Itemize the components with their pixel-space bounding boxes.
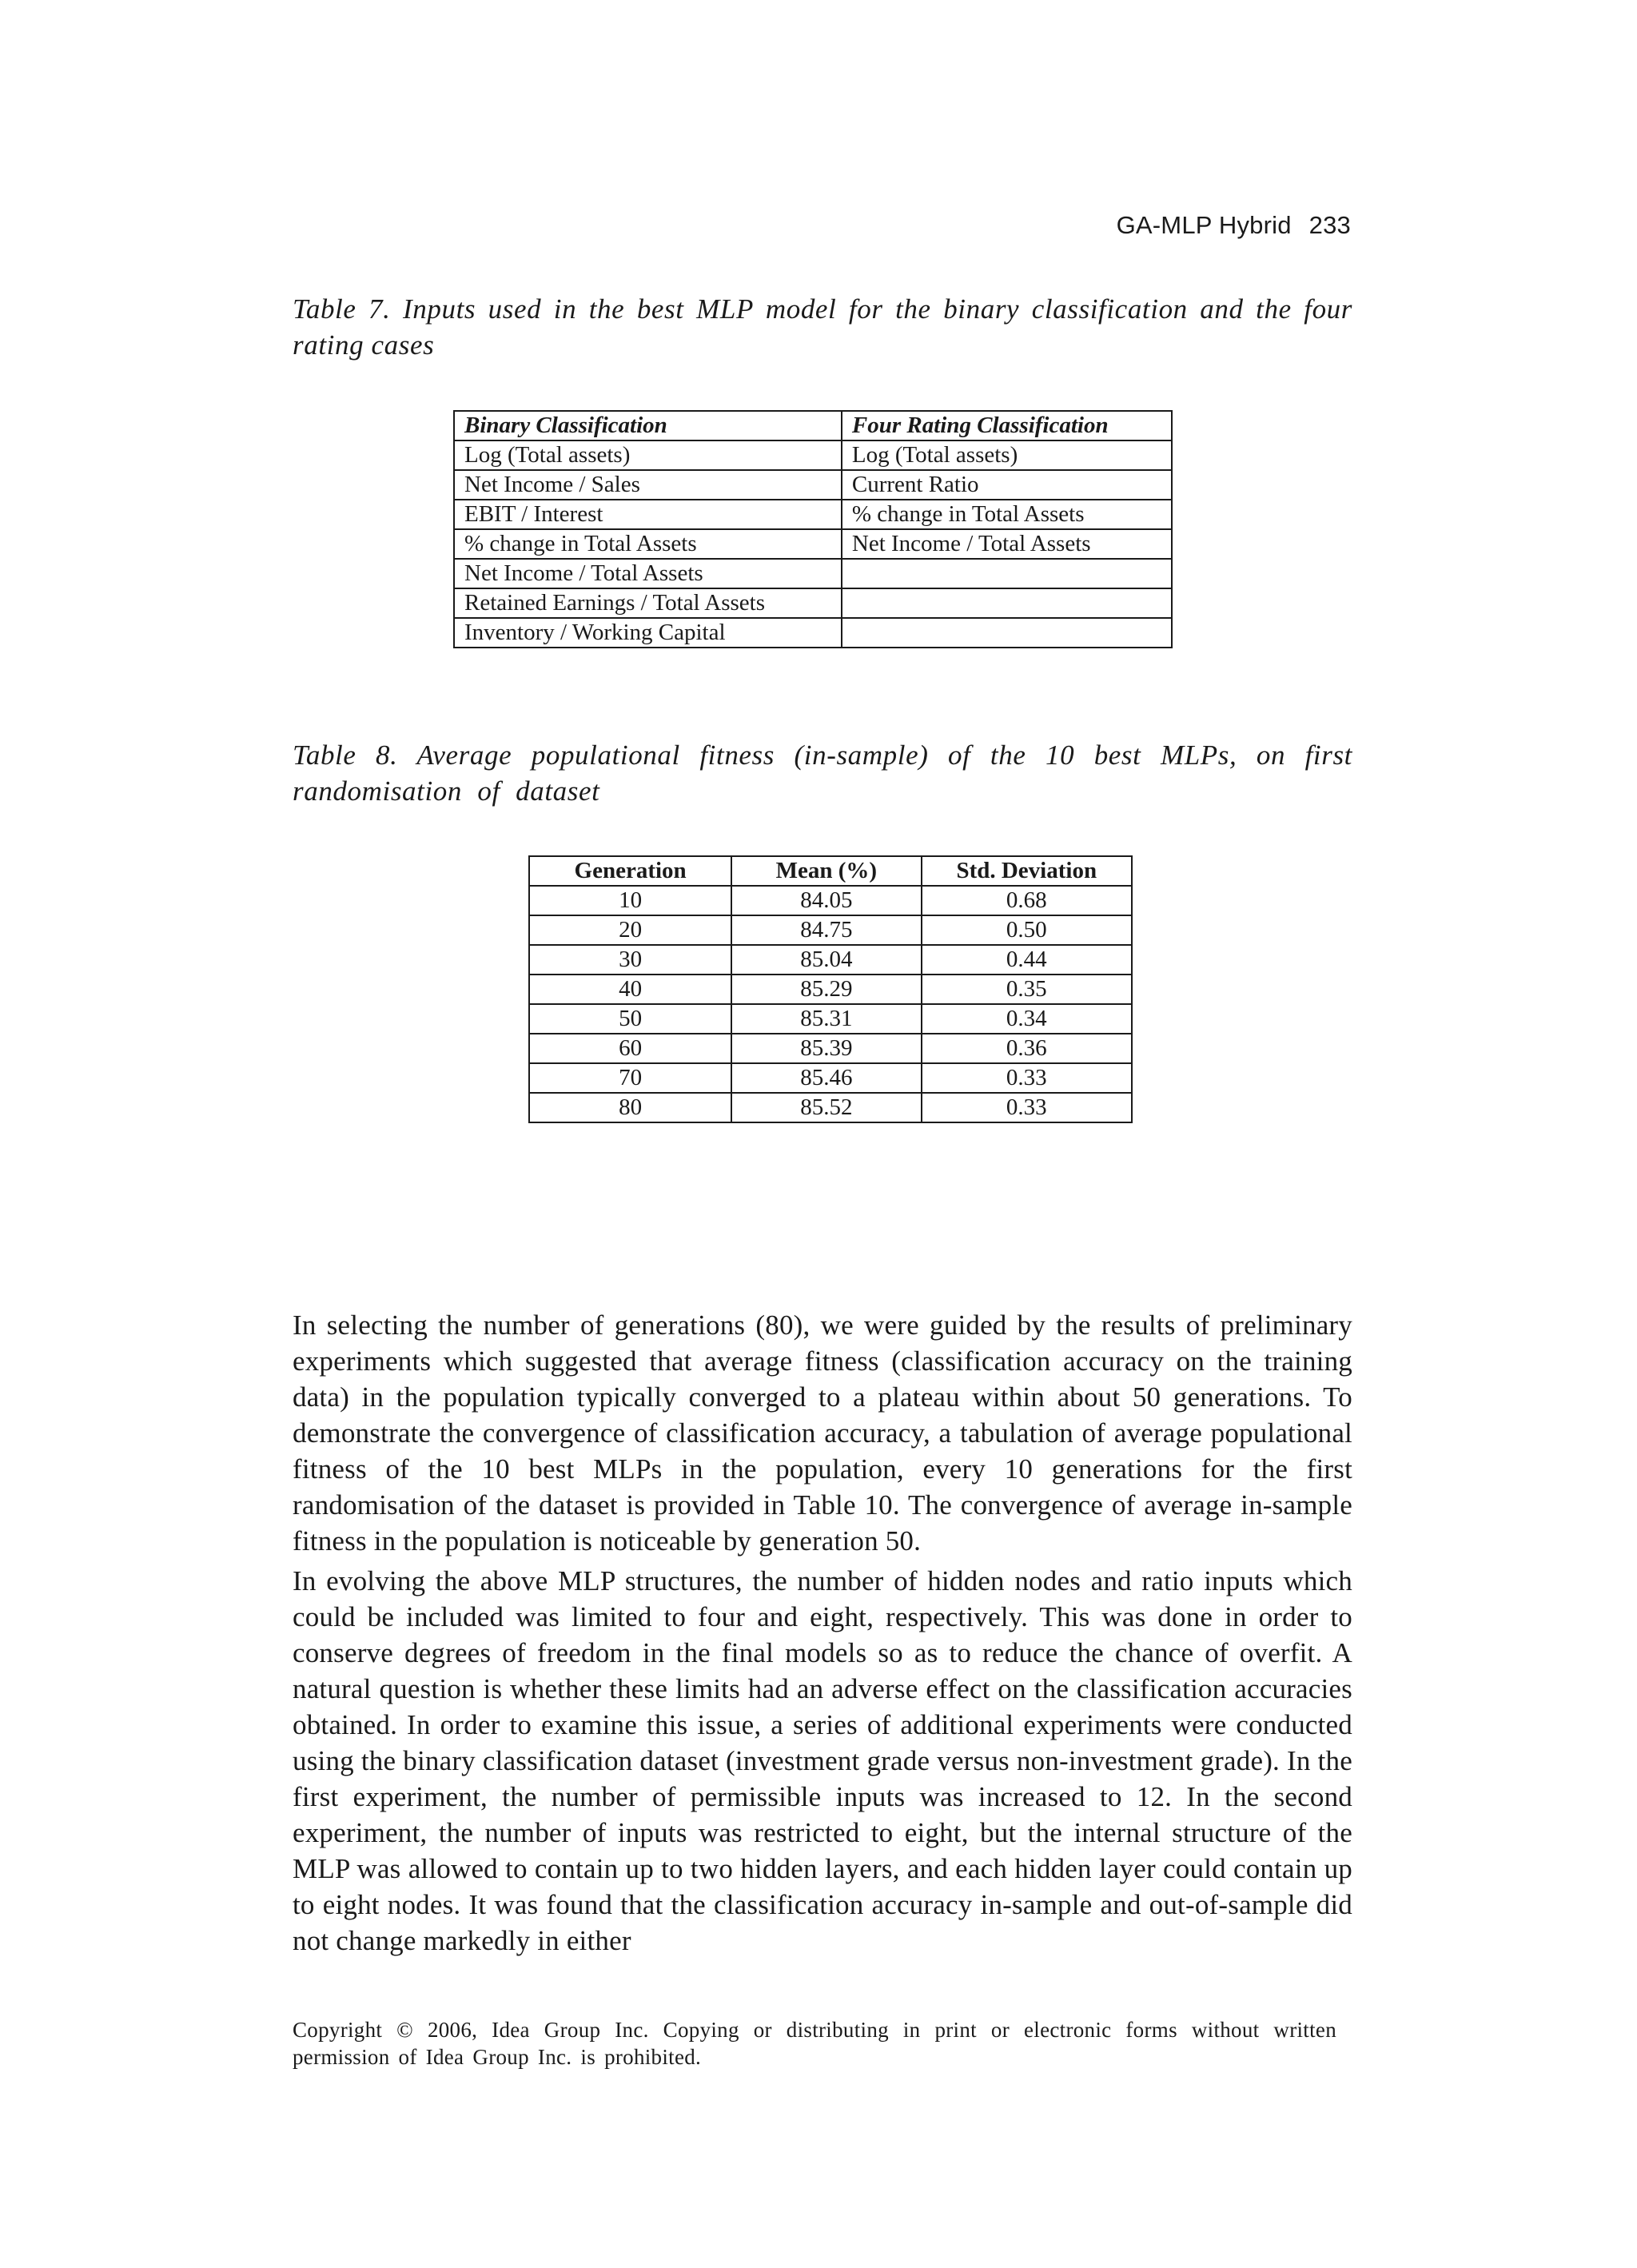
table8-cell: 0.35	[922, 975, 1132, 1004]
running-header	[1117, 211, 1351, 240]
table8-cell: 0.44	[922, 945, 1132, 975]
table7-cell: % change in Total Assets	[454, 529, 842, 559]
table8	[528, 855, 1133, 1123]
table7-header-cell: Four Rating Classification	[842, 411, 1172, 440]
running-title: GA-MLP Hybrid	[1116, 211, 1292, 239]
table7-cell	[842, 588, 1172, 618]
table8-cell: 85.31	[731, 1004, 921, 1034]
table7-caption: Table 7. Inputs used in the best MLP model for the binary classification and the four rating cases	[293, 293, 1352, 361]
table7	[453, 410, 1173, 648]
table8-cell: 85.52	[731, 1093, 921, 1122]
table8-cell: 20	[529, 915, 731, 945]
table7-cell: Log (Total assets)	[842, 440, 1172, 470]
table8-row	[529, 1034, 1132, 1063]
table8-header-cell: Mean (%)	[731, 856, 921, 886]
table7-cell: % change in Total Assets	[842, 500, 1172, 529]
table8-header-cell: Std. Deviation	[922, 856, 1132, 886]
table8-row	[529, 915, 1132, 945]
table8-cell: 0.50	[922, 915, 1132, 945]
table8-row	[529, 886, 1132, 915]
table7-header-cell: Binary Classification	[454, 411, 842, 440]
table8-cell: 0.33	[922, 1063, 1132, 1093]
body-paragraph-1: In selecting the number of generations (80), we were guided by the results of preliminary experiments which suggested that average fitness (classification accuracy on the training data) in the population typically converged to a plateau within about 50 generations. To demonstrate the convergence of classification accuracy, a tabulation of average populational fitness of the 10 best MLPs in the population, every 10 generations for the first randomisation of the dataset is provided in Table 10. The convergence of average in-sample fitness in the population is noticeable by generation 50.	[293, 1309, 1352, 1557]
table7-header-row	[454, 411, 1172, 440]
table7-row	[454, 588, 1172, 618]
table7-row	[454, 618, 1172, 648]
page-number: 233	[1308, 211, 1351, 239]
table7-row	[454, 500, 1172, 529]
table7-cell: Retained Earnings / Total Assets	[454, 588, 842, 618]
table7-row	[454, 470, 1172, 500]
table8-header-cell: Generation	[529, 856, 731, 886]
table8-cell: 85.39	[731, 1034, 921, 1063]
table8-cell: 30	[529, 945, 731, 975]
table8-row	[529, 945, 1132, 975]
table7-cell: EBIT / Interest	[454, 500, 842, 529]
table8-cell: 10	[529, 886, 731, 915]
table7-cell: Net Income / Total Assets	[454, 559, 842, 588]
copyright-footer: Copyright © 2006, Idea Group Inc. Copying or distributing in print or electronic forms without written permission of Idea Group Inc. is prohibited.	[293, 2018, 1336, 2069]
table8-row	[529, 1063, 1132, 1093]
table7-cell: Inventory / Working Capital	[454, 618, 842, 648]
table7-cell	[842, 559, 1172, 588]
table8-cell: 70	[529, 1063, 731, 1093]
table8-cell: 84.05	[731, 886, 921, 915]
table8-header-row	[529, 856, 1132, 886]
table8-cell: 0.68	[922, 886, 1132, 915]
table8-cell: 50	[529, 1004, 731, 1034]
body-paragraph-2: In evolving the above MLP structures, the number of hidden nodes and ratio inputs which could be included was limited to four and eight, respectively. This was done in order to conserve degrees of freedom in the final models so as to reduce the chance of overfit. A natural question is whether these limits had an adverse effect on the classification accuracies obtained. In order to examine this issue, a series of additional experiments were conducted using the binary classification dataset (investment grade versus non-investment grade). In the first experiment, the number of permissible inputs was increased to 12. In the second experiment, the number of inputs was restricted to eight, but the internal structure of the MLP was allowed to contain up to two hidden layers, and each hidden layer could contain up to eight nodes. It was found that the classification accuracy in-sample and out-of-sample did not change markedly in either	[293, 1565, 1352, 1956]
table8-row	[529, 1093, 1132, 1122]
table8-cell: 85.29	[731, 975, 921, 1004]
table8-cell: 60	[529, 1034, 731, 1063]
table7-row	[454, 529, 1172, 559]
table8-cell: 0.34	[922, 1004, 1132, 1034]
table7-row	[454, 559, 1172, 588]
table8-cell: 40	[529, 975, 731, 1004]
table7-row	[454, 440, 1172, 470]
table8-cell: 80	[529, 1093, 731, 1122]
table8-cell: 85.04	[731, 945, 921, 975]
table7-cell: Net Income / Sales	[454, 470, 842, 500]
table8-cell: 0.33	[922, 1093, 1132, 1122]
table8-caption: Table 8. Average populational fitness (in-sample) of the 10 best MLPs, on first randomisation of dataset	[293, 739, 1352, 807]
table8-cell: 0.36	[922, 1034, 1132, 1063]
table8-row	[529, 1004, 1132, 1034]
table7-cell	[842, 618, 1172, 648]
table7-cell: Log (Total assets)	[454, 440, 842, 470]
table7-cell: Current Ratio	[842, 470, 1172, 500]
table7-cell: Net Income / Total Assets	[842, 529, 1172, 559]
table8-cell: 84.75	[731, 915, 921, 945]
table8-cell: 85.46	[731, 1063, 921, 1093]
table8-row	[529, 975, 1132, 1004]
